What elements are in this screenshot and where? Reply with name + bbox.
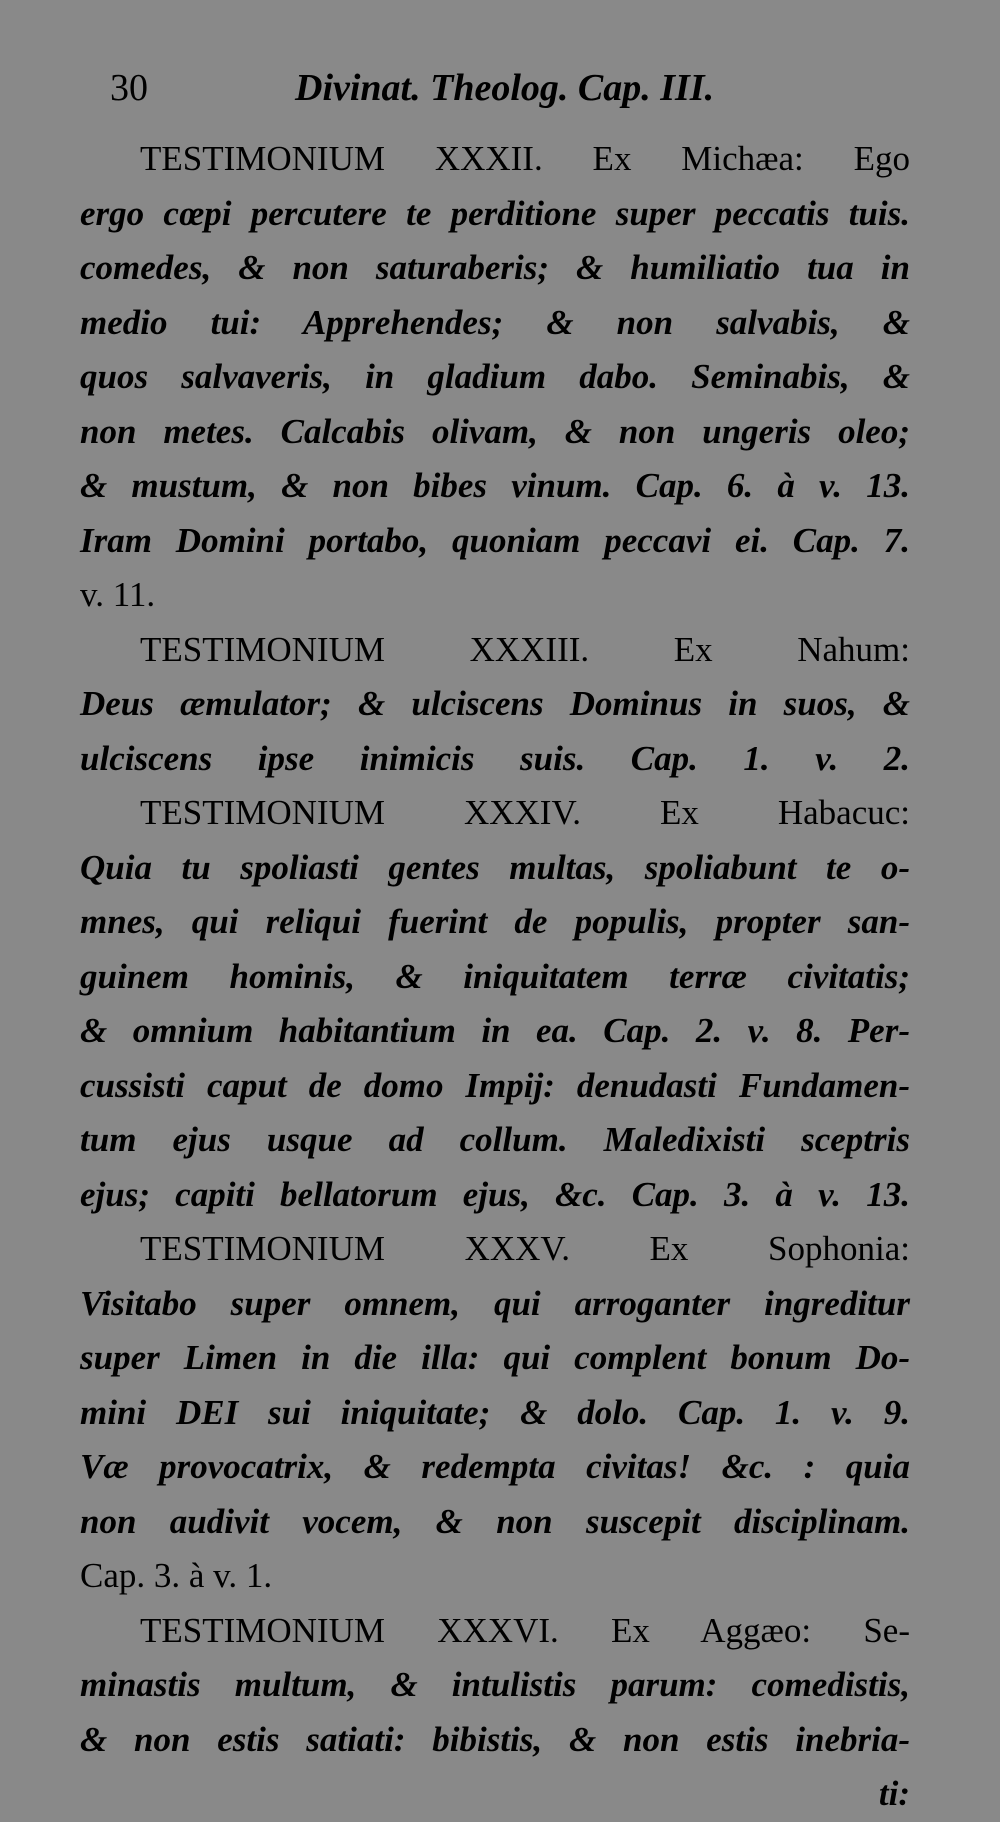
running-head: Divinat. Theolog. Cap. III. [295, 67, 715, 109]
text-line: Væ provocatrix, & redempta civitas! &c. : quia [80, 1447, 910, 1486]
text-line: Cap. 3. à v. 1. [80, 1556, 273, 1595]
page-number: 30 [110, 67, 148, 109]
text-line: & mustum, & non bibes vinum. Cap. 6. à v. 13. [80, 466, 910, 505]
text-line: minastis multum, & intulistis parum: comedistis, [80, 1665, 910, 1704]
text-line: TESTIMONIUM XXXII. Ex Michæa: Ego [140, 139, 910, 178]
text-line: ergo cœpi percutere te perditione super peccatis tuis. [80, 193, 910, 233]
text-line: ulciscens ipse inimicis suis. Cap. 1. v. 2. [80, 738, 910, 778]
text-line: TESTIMONIUM XXXIV. Ex Habacuc: [140, 793, 910, 832]
text-line: TESTIMONIUM XXXV. Ex Sophonia: [140, 1229, 910, 1268]
text-line: mnes, qui reliqui fuerint de populis, propter san- [80, 902, 910, 941]
text-line: & non estis satiati: bibistis, & non estis inebria- [80, 1719, 910, 1759]
text-line: non metes. Calcabis olivam, & non ungeris oleo; [80, 411, 910, 451]
text-line: TESTIMONIUM XXXVI. Ex Aggæo: Se- [140, 1610, 910, 1650]
text-line: non audivit vocem, & non suscepit disciplinam. [80, 1501, 910, 1541]
text-line: & omnium habitantium in ea. Cap. 2. v. 8. Per- [80, 1011, 910, 1050]
text-line: tum ejus usque ad collum. Maledixisti sceptris [80, 1120, 910, 1159]
page-header [110, 66, 870, 126]
text-line: quos salvaveris, in gladium dabo. Seminabis, & [80, 357, 910, 396]
text-line: super Limen in die illa: qui complent bonum Do- [80, 1338, 910, 1377]
text-line: TESTIMONIUM XXXIII. Ex Nahum: [140, 629, 910, 669]
text-line: Iram Domini portabo, quoniam peccavi ei. Cap. 7. [80, 520, 910, 560]
text-line: comedes, & non saturaberis; & humiliatio tua in [80, 248, 910, 287]
text-line: ti: [878, 1774, 910, 1813]
text-line: Deus æmulator; & ulciscens Dominus in suos, & [80, 684, 910, 723]
text-line: Visitabo super omnem, qui arroganter ingreditur [80, 1283, 910, 1323]
text-line: v. 11. [80, 575, 156, 614]
body-text [80, 132, 910, 1822]
text-line: medio tui: Apprehendes; & non salvabis, & [80, 302, 910, 342]
text-line: cussisti caput de domo Impij: denudasti Fundamen- [80, 1065, 910, 1105]
text-line: ejus; capiti bellatorum ejus, &c. Cap. 3. à v. 13. [80, 1174, 910, 1214]
text-line: mini DEI sui iniquitate; & dolo. Cap. 1. v. 9. [80, 1392, 910, 1432]
text-line: Quia tu spoliasti gentes multas, spoliabunt te o- [80, 847, 910, 887]
text-line: guinem hominis, & iniquitatem terræ civitatis; [80, 956, 910, 996]
